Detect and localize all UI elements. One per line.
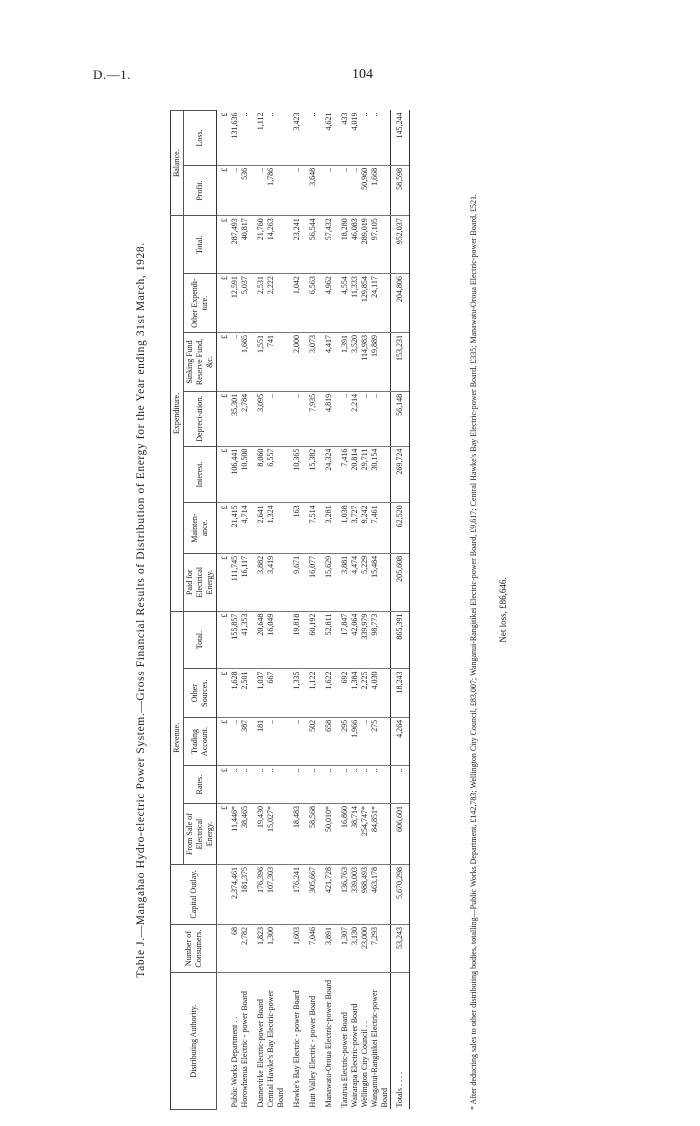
value-cell: .. bbox=[240, 766, 250, 804]
value-cell: 606,601 bbox=[391, 804, 410, 865]
value-cell: 15,484 bbox=[370, 553, 391, 611]
value-cell: .. bbox=[391, 766, 410, 804]
value-cell: 988,493 bbox=[360, 865, 370, 925]
header-col: Loss. bbox=[184, 111, 217, 166]
authority-cell: Wairarapa Electric-power Board bbox=[350, 1003, 359, 1108]
table-row bbox=[308, 111, 318, 1110]
value-cell: 1,037 bbox=[256, 669, 266, 717]
value-cell: 269,724 bbox=[391, 446, 410, 503]
value-cell: £ bbox=[217, 274, 231, 333]
value-cell: 1,042 bbox=[292, 274, 302, 333]
totals-row bbox=[391, 111, 410, 1110]
value-cell: 129,854 bbox=[360, 274, 370, 333]
value-cell: 1,384 bbox=[350, 669, 360, 717]
table-row bbox=[324, 111, 334, 1110]
value-cell: 3,095 bbox=[256, 391, 266, 446]
value-cell: 289,019 bbox=[360, 216, 370, 274]
value-cell: 181,375 bbox=[240, 865, 250, 925]
rotated-table-area bbox=[130, 110, 530, 1110]
value-cell: £ bbox=[217, 391, 231, 446]
authority-cell: Manawatu-Oroua Electric-power Board bbox=[324, 980, 333, 1108]
value-cell: .. bbox=[370, 111, 391, 166]
value-cell: 11,446* bbox=[230, 804, 240, 865]
value-cell: £ bbox=[217, 611, 231, 669]
value-cell: .. bbox=[360, 766, 370, 804]
value-cell: 4,554 bbox=[340, 274, 350, 333]
value-cell: 1,628 bbox=[230, 669, 240, 717]
financial-results-table bbox=[170, 110, 410, 1110]
value-cell: 254,747* bbox=[360, 804, 370, 865]
authority-cell: Horowhenua Electric - power Board bbox=[240, 991, 249, 1108]
value-cell: 1,300 bbox=[266, 924, 286, 972]
authority-cell: Public Works Department . . bbox=[230, 1016, 239, 1108]
value-cell: 3,891 bbox=[324, 924, 334, 972]
authority-cell: Totals . . . . bbox=[391, 973, 410, 1110]
authority-cell: Central Hawke's Bay Electric-power Board bbox=[266, 990, 285, 1108]
value-cell: 5,037 bbox=[240, 274, 250, 333]
value-cell: 5,670,298 bbox=[391, 865, 410, 925]
value-cell: 60,192 bbox=[308, 611, 318, 669]
value-cell: 30,154 bbox=[370, 446, 391, 503]
value-cell: 4,621 bbox=[324, 111, 334, 166]
value-cell: .. bbox=[266, 391, 286, 446]
value-cell: 3,130 bbox=[350, 924, 360, 972]
authority-cell: Hawke's Bay Electric - power Board bbox=[292, 990, 301, 1108]
value-cell: £ bbox=[217, 553, 231, 611]
value-cell: 658 bbox=[324, 717, 334, 765]
header-balance: Balance. bbox=[171, 111, 184, 216]
header-col: Other Expendi-ture. bbox=[184, 274, 217, 333]
value-cell: 3,881 bbox=[340, 553, 350, 611]
value-cell: 4,962 bbox=[324, 274, 334, 333]
value-cell: 1,324 bbox=[266, 503, 286, 553]
value-cell: .. bbox=[340, 766, 350, 804]
value-cell: 15,027* bbox=[266, 804, 286, 865]
header-col: Interest. bbox=[184, 446, 217, 503]
value-cell: 10,365 bbox=[292, 446, 302, 503]
value-cell: 1,603 bbox=[292, 924, 302, 972]
value-cell: 4,417 bbox=[324, 333, 334, 392]
authority-cell bbox=[217, 973, 231, 1110]
value-cell: 42,064 bbox=[350, 611, 360, 669]
value-cell: 3,423 bbox=[292, 111, 302, 166]
value-cell: 205,608 bbox=[391, 553, 410, 611]
value-cell: £ bbox=[217, 766, 231, 804]
value-cell: £ bbox=[217, 111, 231, 166]
value-cell: 181 bbox=[256, 717, 266, 765]
value-cell: 9,242 bbox=[360, 503, 370, 553]
table-row bbox=[370, 111, 391, 1110]
value-cell: 155,857 bbox=[230, 611, 240, 669]
net-loss: Net loss, £86,646. bbox=[498, 577, 508, 643]
value-cell: 692 bbox=[340, 669, 350, 717]
value-cell: 176,396 bbox=[256, 865, 266, 925]
value-cell: 3,727 bbox=[350, 503, 360, 553]
value-cell: 56,148 bbox=[391, 391, 410, 446]
value-cell: 106,441 bbox=[230, 446, 240, 503]
value-cell: .. bbox=[308, 766, 318, 804]
value-cell: 23,241 bbox=[292, 216, 302, 274]
value-cell: 24,117 bbox=[370, 274, 391, 333]
value-cell: 4,019 bbox=[350, 111, 360, 166]
header-col: Paid for Electrical Energy. bbox=[184, 553, 217, 611]
value-cell: 68 bbox=[230, 924, 240, 972]
value-cell: 114,983 bbox=[360, 333, 370, 392]
authority-cell: Tararua Electric-power Board bbox=[340, 1012, 349, 1108]
value-cell: 107,303 bbox=[266, 865, 286, 925]
value-cell: 17,847 bbox=[340, 611, 350, 669]
header-col: From Sale of Electrical Energy. bbox=[184, 804, 217, 865]
table-row bbox=[350, 111, 360, 1110]
value-cell: 1,112 bbox=[256, 111, 266, 166]
value-cell: 1,391 bbox=[340, 333, 350, 392]
value-cell: .. bbox=[292, 717, 302, 765]
value-cell: .. bbox=[340, 165, 350, 215]
value-cell: .. bbox=[266, 111, 286, 166]
value-cell: 295 bbox=[340, 717, 350, 765]
value-cell: 16,049 bbox=[266, 611, 286, 669]
units-row bbox=[217, 111, 231, 1110]
value-cell: 741 bbox=[266, 333, 286, 392]
page-number: 104 bbox=[352, 67, 373, 82]
value-cell: .. bbox=[324, 766, 334, 804]
value-cell: .. bbox=[292, 391, 302, 446]
value-cell: 8,060 bbox=[256, 446, 266, 503]
value-cell: 2,222 bbox=[266, 274, 286, 333]
header-revenue: Revenue. bbox=[171, 611, 184, 864]
value-cell: 952,037 bbox=[391, 216, 410, 274]
value-cell: .. bbox=[308, 111, 318, 166]
value-cell: 57,432 bbox=[324, 216, 334, 274]
value-cell: 35,301 bbox=[230, 391, 240, 446]
value-cell: 4,264 bbox=[391, 717, 410, 765]
value-cell: 24,324 bbox=[324, 446, 334, 503]
value-cell: 16,117 bbox=[240, 553, 250, 611]
header-col: Total. bbox=[184, 611, 217, 669]
value-cell: 18,280 bbox=[340, 216, 350, 274]
value-cell: 38,714 bbox=[350, 804, 360, 865]
value-cell: £ bbox=[217, 446, 231, 503]
value-cell: 7,293 bbox=[370, 924, 391, 972]
value-cell: 3,520 bbox=[350, 333, 360, 392]
value-cell: 131,636 bbox=[230, 111, 240, 166]
header-col: Depreci-ation. bbox=[184, 391, 217, 446]
value-cell: .. bbox=[350, 766, 360, 804]
value-cell: 84,851* bbox=[370, 804, 391, 865]
value-cell: 2,784 bbox=[240, 391, 250, 446]
value-cell: £ bbox=[217, 165, 231, 215]
value-cell: 50,010* bbox=[324, 804, 334, 865]
header-col: Rates. bbox=[184, 766, 217, 804]
value-cell: .. bbox=[230, 333, 240, 392]
value-cell: .. bbox=[230, 766, 240, 804]
header-col: Mainten-ance. bbox=[184, 503, 217, 553]
value-cell: 1,122 bbox=[308, 669, 318, 717]
value-cell: £ bbox=[217, 804, 231, 865]
value-cell: 18,483 bbox=[292, 804, 302, 865]
value-cell: 21,760 bbox=[256, 216, 266, 274]
value-cell: £ bbox=[217, 333, 231, 392]
value-cell: 16,860 bbox=[340, 804, 350, 865]
value-cell: .. bbox=[266, 717, 286, 765]
value-cell: 16,077 bbox=[308, 553, 318, 611]
value-cell: 7,461 bbox=[370, 503, 391, 553]
value-cell: 53,243 bbox=[391, 924, 410, 972]
value-cell: 1,335 bbox=[292, 669, 302, 717]
value-cell: 2,374,461 bbox=[230, 865, 240, 925]
value-cell: .. bbox=[240, 111, 250, 166]
value-cell: 502 bbox=[308, 717, 318, 765]
value-cell: 56,544 bbox=[308, 216, 318, 274]
value-cell: .. bbox=[230, 165, 240, 215]
header-row-groups bbox=[171, 111, 184, 1110]
value-cell: 52,811 bbox=[324, 611, 334, 669]
header-col: Profit. bbox=[184, 165, 217, 215]
value-cell: 1,038 bbox=[340, 503, 350, 553]
value-cell: 5,229 bbox=[360, 553, 370, 611]
value-cell: .. bbox=[256, 165, 266, 215]
value-cell: 2,531 bbox=[256, 274, 266, 333]
value-cell: 7,046 bbox=[308, 924, 318, 972]
value-cell: 10,500 bbox=[240, 446, 250, 503]
authority-cell: Wellington City Council . . bbox=[360, 1021, 369, 1108]
value-cell: 14,263 bbox=[266, 216, 286, 274]
header-col: Total. bbox=[184, 216, 217, 274]
value-cell: 3,648 bbox=[308, 165, 318, 215]
value-cell: 2,000 bbox=[292, 333, 302, 392]
value-cell: 339,979 bbox=[360, 611, 370, 669]
value-cell: 41,353 bbox=[240, 611, 250, 669]
table-row bbox=[340, 111, 350, 1110]
value-cell: 11,333 bbox=[350, 274, 360, 333]
header-col: Trading Account. bbox=[184, 717, 217, 765]
value-cell: 3,419 bbox=[266, 553, 286, 611]
value-cell: 2,214 bbox=[350, 391, 360, 446]
value-cell: £ bbox=[217, 717, 231, 765]
value-cell: 2,782 bbox=[240, 924, 250, 972]
value-cell: 1,307 bbox=[340, 924, 350, 972]
value-cell: 287,493 bbox=[230, 216, 240, 274]
value-cell: £ bbox=[217, 503, 231, 553]
value-cell: 40,817 bbox=[240, 216, 250, 274]
authority-cell: Wanganui-Rangitikei Electric-power Board bbox=[370, 989, 389, 1108]
header-expenditure: Expenditure. bbox=[171, 216, 184, 611]
value-cell: 3,882 bbox=[256, 553, 266, 611]
value-cell: 4,030 bbox=[370, 669, 391, 717]
value-cell: 1,786 bbox=[266, 165, 286, 215]
value-cell: 58,568 bbox=[308, 804, 318, 865]
value-cell: 1,622 bbox=[324, 669, 334, 717]
value-cell: 463,178 bbox=[370, 865, 391, 925]
value-cell: 15,629 bbox=[324, 553, 334, 611]
value-cell: 23,000 bbox=[360, 924, 370, 972]
value-cell bbox=[217, 865, 231, 925]
value-cell: 305,667 bbox=[308, 865, 318, 925]
value-cell: 7,514 bbox=[308, 503, 318, 553]
table-row bbox=[292, 111, 302, 1110]
value-cell: .. bbox=[256, 766, 266, 804]
value-cell: 1,966 bbox=[350, 717, 360, 765]
value-cell: 433 bbox=[340, 111, 350, 166]
value-cell: 62,520 bbox=[391, 503, 410, 553]
value-cell: 19,889 bbox=[370, 333, 391, 392]
value-cell: 46,083 bbox=[350, 216, 360, 274]
value-cell: .. bbox=[340, 391, 350, 446]
value-cell: .. bbox=[360, 111, 370, 166]
table-caption: Table J.—Mangahao Hydro-electric Power System.—Gross Financial Results of Distribution of Energy for the Year ending 31st March, 1928. bbox=[135, 242, 147, 978]
value-cell: .. bbox=[370, 766, 391, 804]
authority-cell: Dannevirke Electric-power Board bbox=[256, 999, 265, 1108]
header-consumers: Number of Consumers. bbox=[171, 924, 217, 972]
value-cell: 536 bbox=[240, 165, 250, 215]
value-cell: .. bbox=[292, 165, 302, 215]
value-cell: 275 bbox=[370, 717, 391, 765]
table-row bbox=[240, 111, 250, 1110]
value-cell: 97,105 bbox=[370, 216, 391, 274]
value-cell: 20,648 bbox=[256, 611, 266, 669]
header-capital: Capital Outlay. bbox=[171, 865, 217, 925]
value-cell: .. bbox=[266, 766, 286, 804]
value-cell: 58,598 bbox=[391, 165, 410, 215]
value-cell: .. bbox=[292, 766, 302, 804]
value-cell: 145,244 bbox=[391, 111, 410, 166]
value-cell: 29,711 bbox=[360, 446, 370, 503]
value-cell: 339,003 bbox=[350, 865, 360, 925]
header-authority: Distributing Authority. bbox=[171, 973, 217, 1110]
value-cell: 4,819 bbox=[324, 391, 334, 446]
page-reference: D.—1. bbox=[93, 67, 131, 82]
value-cell: 111,745 bbox=[230, 553, 240, 611]
value-cell: 6,563 bbox=[308, 274, 318, 333]
table-row bbox=[266, 111, 286, 1110]
value-cell: 163 bbox=[292, 503, 302, 553]
value-cell: 19,818 bbox=[292, 611, 302, 669]
value-cell: .. bbox=[350, 165, 360, 215]
value-cell: 1,823 bbox=[256, 924, 266, 972]
table-row bbox=[230, 111, 240, 1110]
value-cell: 136,763 bbox=[340, 865, 350, 925]
value-cell: 21,415 bbox=[230, 503, 240, 553]
value-cell: 20,814 bbox=[350, 446, 360, 503]
value-cell bbox=[217, 924, 231, 972]
value-cell: 421,728 bbox=[324, 865, 334, 925]
value-cell: 1,665 bbox=[240, 333, 250, 392]
value-cell: 15,382 bbox=[308, 446, 318, 503]
value-cell: .. bbox=[370, 391, 391, 446]
value-cell: 2,501 bbox=[240, 669, 250, 717]
header-col: Sinking Fund Reserve Fund, &c. bbox=[184, 333, 217, 392]
value-cell: 6,557 bbox=[266, 446, 286, 503]
value-cell: 1,551 bbox=[256, 333, 266, 392]
value-cell: 2,225 bbox=[360, 669, 370, 717]
value-cell: 153,231 bbox=[391, 333, 410, 392]
table-row bbox=[360, 111, 370, 1110]
footnote: * After deducting sales to other distributing bodies, totalling—Public Works Department, £142,783; Wellington City Council, £83,007; Wanganui-Rangitikei Electric-power Board, £9,617; Central Hawke's Bay Electric-power Board, £335; Manawatu-Oroua Electric-power Board, £521. bbox=[469, 194, 478, 1110]
authority-cell: Hutt Valley Electric - power Board bbox=[308, 995, 317, 1108]
header-col: Other Sources. bbox=[184, 669, 217, 717]
value-cell: 4,474 bbox=[350, 553, 360, 611]
value-cell: 38,465 bbox=[240, 804, 250, 865]
value-cell: .. bbox=[360, 391, 370, 446]
value-cell: 865,391 bbox=[391, 611, 410, 669]
value-cell: 12,591 bbox=[230, 274, 240, 333]
value-cell: 204,806 bbox=[391, 274, 410, 333]
table-row bbox=[256, 111, 266, 1110]
value-cell: 387 bbox=[240, 717, 250, 765]
value-cell: .. bbox=[230, 717, 240, 765]
value-cell: £ bbox=[217, 669, 231, 717]
value-cell: 7,935 bbox=[308, 391, 318, 446]
value-cell: 98,773 bbox=[370, 611, 391, 669]
value-cell: 2,641 bbox=[256, 503, 266, 553]
value-cell: .. bbox=[360, 717, 370, 765]
value-cell: 19,430 bbox=[256, 804, 266, 865]
value-cell: 3,281 bbox=[324, 503, 334, 553]
value-cell: 667 bbox=[266, 669, 286, 717]
value-cell: 3,073 bbox=[308, 333, 318, 392]
value-cell: 18,243 bbox=[391, 669, 410, 717]
value-cell: 7,416 bbox=[340, 446, 350, 503]
value-cell: 50,960 bbox=[360, 165, 370, 215]
value-cell: 1,668 bbox=[370, 165, 391, 215]
value-cell: 4,714 bbox=[240, 503, 250, 553]
value-cell: 176,241 bbox=[292, 865, 302, 925]
value-cell: 9,671 bbox=[292, 553, 302, 611]
value-cell: £ bbox=[217, 216, 231, 274]
value-cell: .. bbox=[324, 165, 334, 215]
